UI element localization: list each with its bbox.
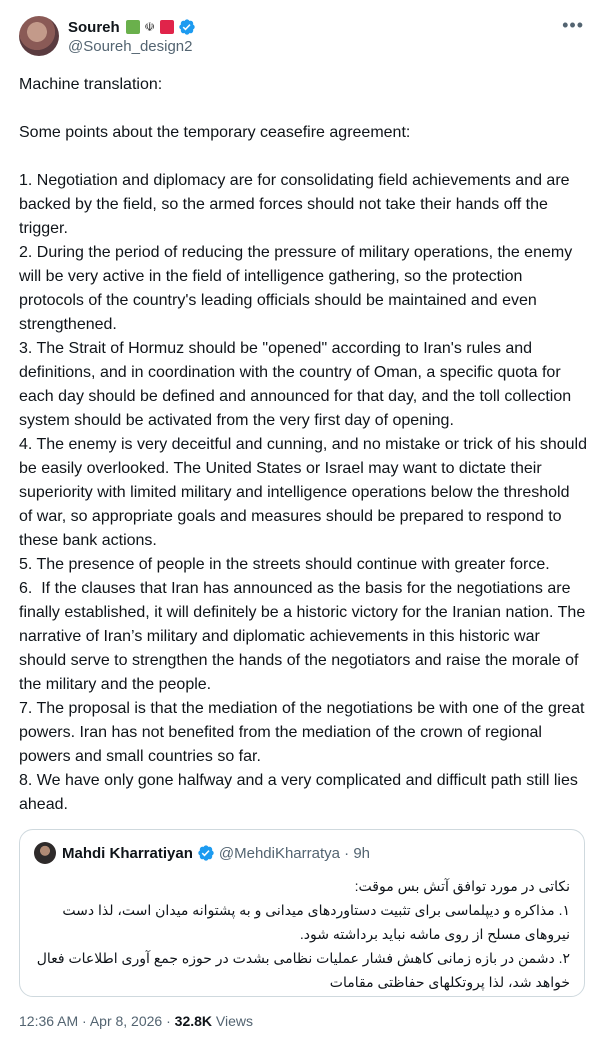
quoted-author-handle-and-time: @MehdiKharratya · 9h (218, 844, 371, 862)
emblem-emoji: ☫ (144, 20, 156, 34)
quoted-author-avatar (34, 842, 56, 864)
views-label: Views (212, 1013, 253, 1029)
quoted-tweet-text: نکاتی در مورد توافق آتش بس موقت: ۱. مذاکره و دیپلماسی برای تثبیت دستاوردهای میدانی و به پشتوانه میدان است، لذا دست نیروهای مسلح از روی ماشه نباید برداشته شود. ۲. دشمن در بازه زمانی کاهش فشار عملیات نظامی بشدت در حوزه جمع آوری اطلاعات فعال خواهد شد، لذا پروتکلهای حفاظتی مقامات (36, 878, 570, 990)
author-name-row (68, 17, 196, 37)
views-count: 32.8K (174, 1013, 213, 1029)
tweet-text: Machine translation: Some points about the temporary ceasefire agreement: 1. Negotiation and diplomacy are for consolidating field achievements and are backed by the field, so the armed forces should not take their hands off the trigger. 2. During the period of reducing the pressure of military operations, the enemy will be very active in the field of intelligence gathering, so the protection protocols of the country's leading officials should be maintained and even strengthened. 3. The Strait of Hormuz should be "opened" according to Iran's rules and definitions, and in coordination with the country of Oman, a specific quota for each day should be defined and announced for that day, and the toll collection system should be activated from the very first day of opening. 4. The enemy is very deceitful and cunning, and no mistake or trick of his should be easily overlooked. The United States or Israel may want to dictate their superiority with limited military and intelligence operations below the threshold of war, so appropriate goals and measures should be prepared to respond to these bank actions. 5. The presence of people in the streets should continue with greater force. 6. If the clauses that Iran has announced as the basis for the negotiations are finally established, it will definitely be a historic victory for the Iranian nation. The narrative of Iran’s military and diplomatic achievements in this historic war should serve to strengthen the hands of the negotiators and raise the morale of the military and the people. 7. The proposal is that the mediation of the negotiations be with one of the great powers. Iran has not benefited from the mediation of the crown of regional powers and small countries so far. 8. We have only gone halfway and a very complicated and difficult path still lies ahead. (19, 76, 588, 813)
quoted-tweet[interactable] (19, 829, 585, 997)
green-flag-emoji (126, 20, 140, 34)
author-avatar[interactable] (19, 16, 59, 56)
tweet-header (19, 16, 586, 60)
verified-badge-icon (178, 18, 196, 36)
verified-badge-icon (197, 844, 215, 862)
red-flag-emoji (160, 20, 174, 34)
quoted-author-name: Mahdi Kharratiyan (62, 844, 193, 862)
author-handle[interactable]: @Soureh_design2 (68, 38, 193, 55)
more-options-icon[interactable]: ••• (562, 15, 584, 35)
author-display-name[interactable]: Soureh (68, 18, 120, 36)
quoted-tweet-header (34, 842, 370, 864)
tweet-timestamp[interactable]: 12:36 AM · Apr 8, 2026 · (19, 1013, 175, 1029)
tweet-meta (19, 1013, 253, 1029)
